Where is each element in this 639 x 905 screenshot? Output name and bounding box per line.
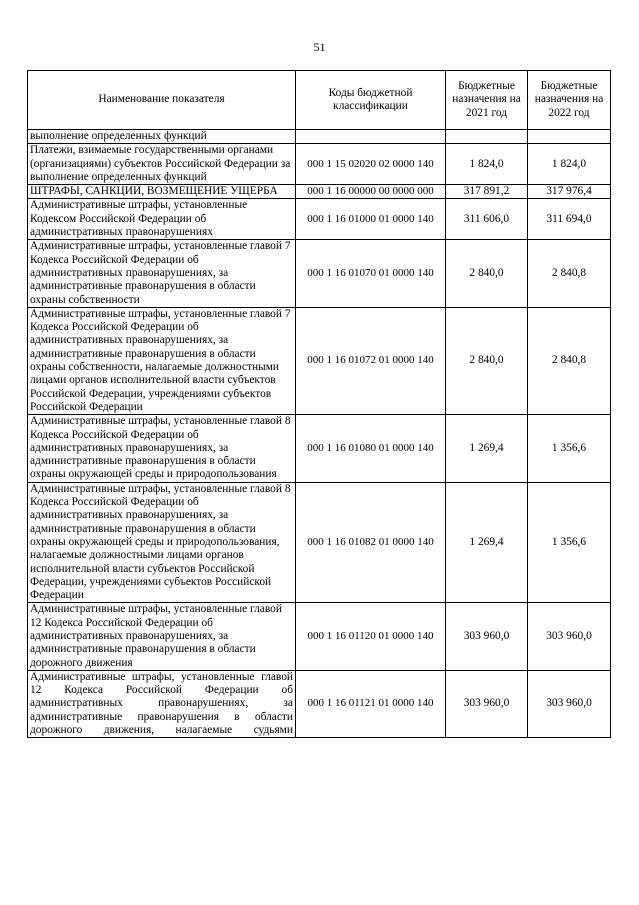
table-row — [28, 603, 611, 670]
row-2021: 1 824,0 — [446, 144, 528, 185]
table-row — [28, 482, 611, 603]
row-2021: 1 269,4 — [446, 482, 528, 603]
table-row — [28, 199, 611, 240]
row-2021 — [446, 130, 528, 144]
table-row — [28, 670, 611, 737]
header-2022: Бюджетные назначения на 2022 год — [528, 71, 611, 130]
row-code: 000 1 16 01082 01 0000 140 — [296, 482, 446, 603]
row-2022: 303 960,0 — [528, 603, 611, 670]
table-row — [28, 130, 611, 144]
row-name: Административные штрафы, установленные главой 8 Кодекса Российской Федерации об административных правонарушениях, за административные правонарушения в области охраны окружающей среды и природопользования, налагаемые должностными лицами органов исполнительной власти субъектов Российской Федерации, учреждениями субъектов Российской Федерации — [28, 482, 296, 603]
row-code: 000 1 16 01000 01 0000 140 — [296, 199, 446, 240]
row-name: ШТРАФЫ, САНКЦИИ, ВОЗМЕЩЕНИЕ УЩЕРБА — [28, 185, 296, 199]
table-row — [28, 144, 611, 185]
table-row — [28, 240, 611, 307]
row-code: 000 1 16 01070 01 0000 140 — [296, 240, 446, 307]
row-name: Административные штрафы, установленные главой 7 Кодекса Российской Федерации об административных правонарушениях, за административные правонарушения в области охраны собственности, налагаемые должностными лицами органов исполнительной власти субъектов Российской Федерации, учреждениями субъектов Российской Федерации — [28, 307, 296, 414]
row-name: Административные штрафы, установленные главой 12 Кодекса Российской Федерации об административных правонарушениях, за административные правонарушения в области дорожного движения, налагаемые судьями — [28, 670, 296, 737]
row-2021: 1 269,4 — [446, 415, 528, 482]
row-2022 — [528, 130, 611, 144]
row-code: 000 1 16 01080 01 0000 140 — [296, 415, 446, 482]
row-2022: 1 356,6 — [528, 415, 611, 482]
row-name: Административные штрафы, установленные Кодексом Российской Федерации об административных правонарушениях — [28, 199, 296, 240]
row-2021: 2 840,0 — [446, 307, 528, 414]
row-code: 000 1 16 00000 00 0000 000 — [296, 185, 446, 199]
table-row — [28, 307, 611, 414]
row-code: 000 1 16 01120 01 0000 140 — [296, 603, 446, 670]
table-row — [28, 185, 611, 199]
row-2021: 311 606,0 — [446, 199, 528, 240]
row-2021: 2 840,0 — [446, 240, 528, 307]
header-code: Коды бюджетной классификации — [296, 71, 446, 130]
row-name: Платежи, взимаемые государственными органами (организациями) субъектов Российской Федерации за выполнение определенных функций — [28, 144, 296, 185]
table-header-row — [28, 71, 611, 130]
row-code: 000 1 16 01072 01 0000 140 — [296, 307, 446, 414]
row-name: Административные штрафы, установленные главой 12 Кодекса Российской Федерации об административных правонарушениях, за административные правонарушения в области дорожного движения — [28, 603, 296, 670]
budget-table — [27, 70, 611, 738]
row-2022: 2 840,8 — [528, 240, 611, 307]
row-code: 000 1 16 01121 01 0000 140 — [296, 670, 446, 737]
row-name: Административные штрафы, установленные главой 7 Кодекса Российской Федерации об административных правонарушениях, за административные правонарушения в области охраны собственности — [28, 240, 296, 307]
row-code — [296, 130, 446, 144]
page-number: 51 — [313, 40, 326, 54]
row-2021: 303 960,0 — [446, 603, 528, 670]
row-2022: 311 694,0 — [528, 199, 611, 240]
row-2022: 317 976,4 — [528, 185, 611, 199]
row-2022: 2 840,8 — [528, 307, 611, 414]
header-name: Наименование показателя — [28, 71, 296, 130]
row-2021: 317 891,2 — [446, 185, 528, 199]
header-2021: Бюджетные назначения на 2021 год — [446, 71, 528, 130]
row-2022: 1 356,6 — [528, 482, 611, 603]
row-2022: 1 824,0 — [528, 144, 611, 185]
row-name: выполнение определенных функций — [28, 130, 296, 144]
row-code: 000 1 15 02020 02 0000 140 — [296, 144, 446, 185]
row-2022: 303 960,0 — [528, 670, 611, 737]
row-name: Административные штрафы, установленные главой 8 Кодекса Российской Федерации об административных правонарушениях, за административные правонарушения в области охраны окружающей среды и природопользования — [28, 415, 296, 482]
table-row — [28, 415, 611, 482]
row-2021: 303 960,0 — [446, 670, 528, 737]
